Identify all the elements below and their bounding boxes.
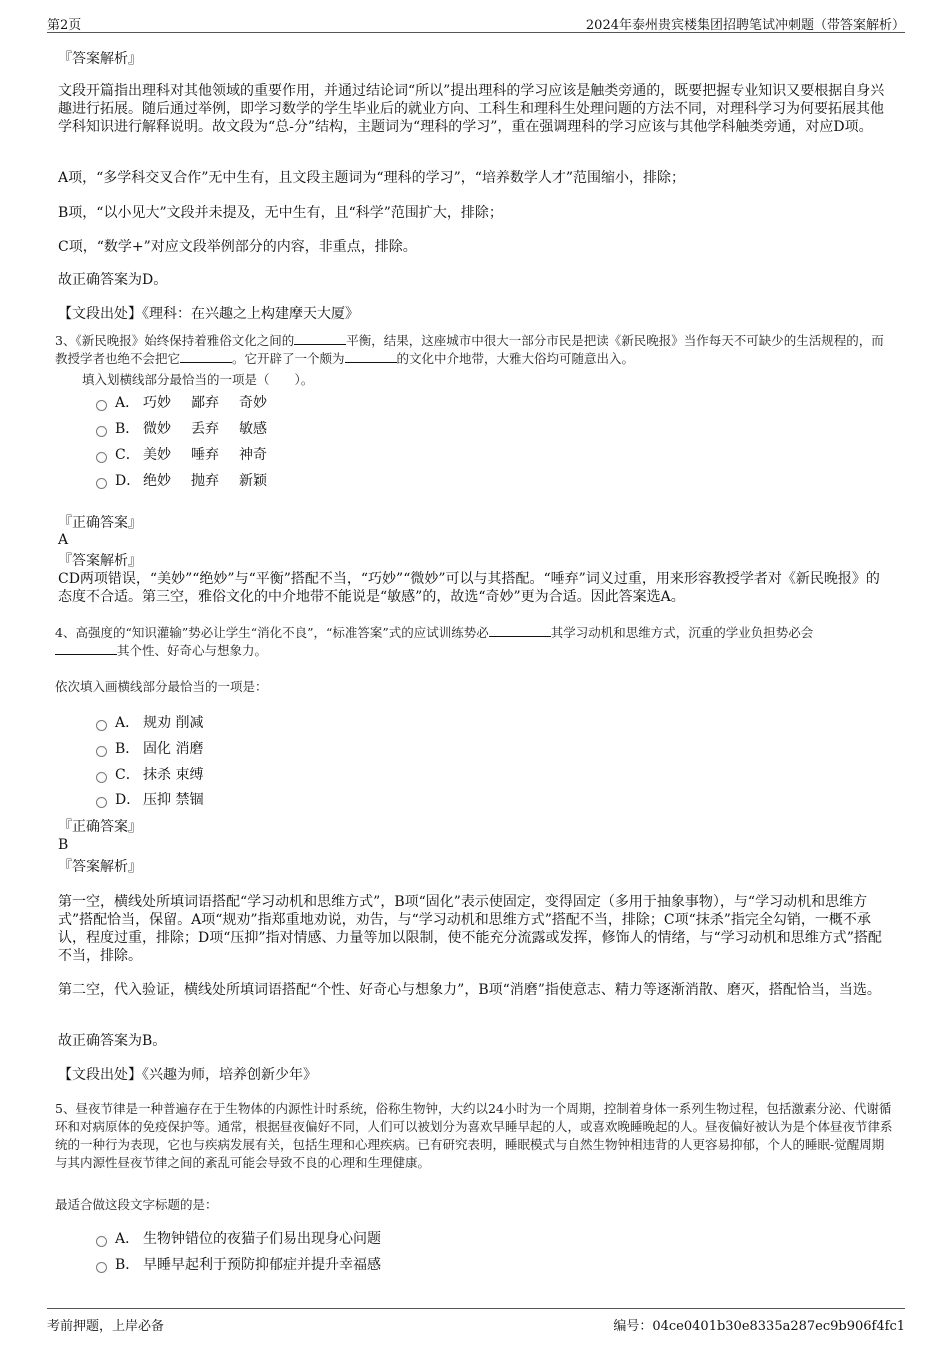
q4-option-c[interactable]: C． 抹杀 束缚 bbox=[96, 766, 203, 784]
q5-stem: 5、昼夜节律是一种普遍存在于生物体的内源性计时系统，俗称生物钟，大约以24小时为一个周期，控制着身体一系列生物过程，包括激素分泌、代谢循环和对病原体的免疫保护等。通常，根据昼夜偏好不同，人们可以被划分为喜欢早睡早起的人，或喜欢晚睡晚起的人。昼夜偏好被认为是个体昼夜节律系统的一种行为表现，它也与疾病发展有关，包括生理和心理疾病。已有研究表明，睡眠模式与自然生物钟相违背的人更容易抑郁，个人的睡眠-觉醒周期与其内源性昼夜节律之间的紊乱可能会导致不良的心理和生理健康。 bbox=[55, 1101, 893, 1170]
q2-source: 【文段出处】《理科：在兴趣之上构建摩天大厦》 bbox=[58, 306, 359, 322]
radio-button[interactable] bbox=[96, 478, 107, 489]
q3-option-c[interactable]: C． 美妙 唾弃 神奇 bbox=[96, 446, 267, 464]
q4-source: 【文段出处】《兴趣为师，培养创新少年》 bbox=[58, 1067, 317, 1083]
q2-analysis-option-a: A项，“多学科交叉合作”无中生有，且文段主题词为“理科的学习”，“培养数学人才”范围缩小，排除； bbox=[58, 170, 686, 186]
blank-line bbox=[489, 624, 551, 637]
radio-button[interactable] bbox=[96, 426, 107, 437]
page-header bbox=[47, 12, 905, 33]
q3-stem: 3、《新民晚报》始终保持着雅俗文化之间的 平衡，结果，这座城市中很大一部分市民是把读《新民晚报》当作每天不可缺少的生活规程的，而教授学者也绝不会把它 。它开辟了一个颇为 的文化中介地带，大雅大俗均可随意出入。 bbox=[55, 333, 884, 366]
footer-slogan: 考前押题，上岸必备 bbox=[47, 1319, 165, 1334]
blank-line bbox=[180, 350, 232, 363]
page-footer bbox=[47, 1308, 905, 1334]
q4-analysis-paragraph-2: 第二空，代入验证，横线处所填词语搭配“个性、好奇心与想象力”，B项“消磨”指使意志、精力等逐渐消散、磨灭，搭配恰当，当选。 bbox=[58, 982, 881, 998]
page-number: 第2页 bbox=[47, 18, 82, 33]
document-title: 2024年泰州贵宾楼集团招聘笔试冲刺题（带答案解析） bbox=[585, 18, 905, 33]
q3-option-d[interactable]: D． 绝妙 抛弃 新颖 bbox=[96, 472, 267, 490]
q3-analysis: CD两项错误，“美妙”“绝妙”与“平衡”搭配不当，“巧妙”“微妙”可以与其搭配。“唾弃”词义过重，用来形容教授学者对《新民晚报》的态度不合适。第三空，雅俗文化的中介地带不能说是“敏感”的，故选“奇妙”更为合适。因此答案选A。 bbox=[58, 571, 880, 605]
q3-analysis-label: 『答案解析』 bbox=[58, 553, 142, 569]
radio-button[interactable] bbox=[96, 452, 107, 463]
blank-line bbox=[294, 332, 346, 345]
q2-analysis-paragraph: 文段开篇指出理科对其他领域的重要作用，并通过结论词“所以”提出理科的学习应该是触类旁通的，既要把握专业知识又要根据自身兴趣进行拓展。随后通过举例，即学习数学的学生毕业后的就业方向、工科生和理科生处理问题的方法不同，对理科学习为何要拓展其他学科知识进行解释说明。故文段为“总-分”结构，主题词为“理科的学习”，重在强调理科的学习应该与其他学科触类旁通，对应D项。 bbox=[58, 83, 885, 135]
radio-button[interactable] bbox=[96, 746, 107, 757]
q5-prompt: 最适合做这段文字标题的是： bbox=[55, 1197, 218, 1212]
radio-button[interactable] bbox=[96, 772, 107, 783]
q3-answer-label: 『正确答案』 bbox=[58, 515, 142, 531]
document-id: 编号：04ce0401b30e8335a287ec9b906f4fc1 bbox=[613, 1319, 905, 1334]
q4-option-d[interactable]: D． 压抑 禁锢 bbox=[96, 791, 203, 809]
blank-line bbox=[55, 642, 117, 655]
q3-option-b[interactable]: B． 微妙 丢弃 敏感 bbox=[96, 420, 267, 438]
radio-button[interactable] bbox=[96, 1236, 107, 1247]
q4-analysis-paragraph-1: 第一空，横线处所填词语搭配“学习动机和思维方式”，B项“固化”表示使固定，变得固定（多用于抽象事物），与“学习动机和思维方式”搭配恰当，保留。A项“规劝”指郑重地劝说，劝告，与“学习动机和思维方式”搭配不当，排除；C项“抹杀”指完全勾销，一概不承认，程度过重，排除；D项“压抑”指对情感、力量等加以限制，使不能充分流露或发挥，修饰人的情绪，与“学习动机和思维方式”搭配不当，排除。 bbox=[58, 894, 882, 964]
radio-button[interactable] bbox=[96, 1262, 107, 1273]
q4-option-a[interactable]: A． 规劝 削减 bbox=[96, 714, 203, 732]
q2-analysis-option-c: C项，“数学+”对应文段举例部分的内容，非重点，排除。 bbox=[58, 239, 417, 255]
q3-prompt: 填入划横线部分最恰当的一项是（ ）。 bbox=[82, 372, 314, 387]
q4-analysis-label: 『答案解析』 bbox=[58, 859, 142, 875]
radio-button[interactable] bbox=[96, 797, 107, 808]
q4-stem: 4、高强度的“知识灌输”势必让学生“消化不良”，“标准答案”式的应试训练势必 其学习动机和思维方式，沉重的学业负担势必会 其个性、好奇心与想象力。 bbox=[55, 625, 814, 658]
radio-button[interactable] bbox=[96, 400, 107, 411]
q4-prompt: 依次填入画横线部分最恰当的一项是： bbox=[55, 679, 268, 694]
q5-option-a[interactable]: A． 生物钟错位的夜猫子们易出现身心问题 bbox=[96, 1230, 381, 1248]
q4-answer-label: 『正确答案』 bbox=[58, 819, 142, 835]
q2-analysis-option-b: B项，“以小见大”文段并未提及，无中生有，且“科学”范围扩大，排除； bbox=[58, 205, 503, 221]
q2-conclusion: 故正确答案为D。 bbox=[58, 272, 168, 288]
q3-option-a[interactable]: A． 巧妙 鄙弃 奇妙 bbox=[96, 394, 267, 412]
q3-answer: A bbox=[58, 532, 69, 548]
radio-button[interactable] bbox=[96, 720, 107, 731]
q4-option-b[interactable]: B． 固化 消磨 bbox=[96, 740, 203, 758]
q4-answer: B bbox=[58, 837, 69, 853]
q4-conclusion: 故正确答案为B。 bbox=[58, 1033, 167, 1049]
q5-option-b[interactable]: B． 早睡早起利于预防抑郁症并提升幸福感 bbox=[96, 1256, 381, 1274]
blank-line bbox=[345, 350, 397, 363]
q2-analysis-label: 『答案解析』 bbox=[58, 51, 142, 67]
